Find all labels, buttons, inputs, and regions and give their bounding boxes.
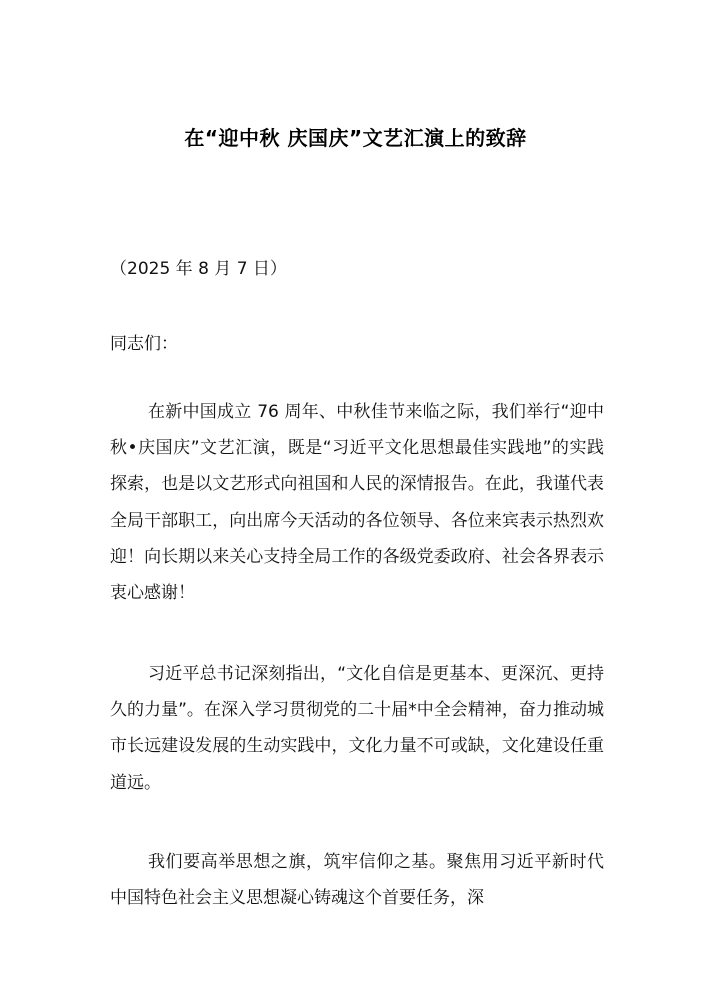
body-paragraph-1: 在新中国成立 76 周年、中秋佳节来临之际，我们举行“迎中秋•庆国庆”文艺汇演，既是“习近平文化思想最佳实践地”的实践探索，也是以文艺形式向祖国和人民的深情报告。在此，我谨代表全局干部职工，向出席今天活动的各位领导、各位来宾表示热烈欢迎！向长期以来关心支持全局工作的各级党委政府、社会各界表示衷心感谢！ [110,402,604,604]
body-paragraph-2: 习近平总书记深刻指出，“文化自信是更基本、更深沉、更持久的力量”。在深入学习贯彻党的二十届*中全会精神，奋力推动城市长远建设发展的生动实践中，文化力量不可或缺，文化建设任重道远。 [110,664,604,793]
salutation: 同志们： [110,334,178,354]
document-date: （2025 年 8 月 7 日） [110,259,287,279]
document-title: 在“迎中秋 庆国庆”文艺汇演上的致辞 [184,126,527,150]
body-paragraph-3: 我们要高举思想之旗，筑牢信仰之基。聚焦用习近平新时代中国特色社会主义思想凝心铸魂这个首要任务，深 [110,852,604,909]
